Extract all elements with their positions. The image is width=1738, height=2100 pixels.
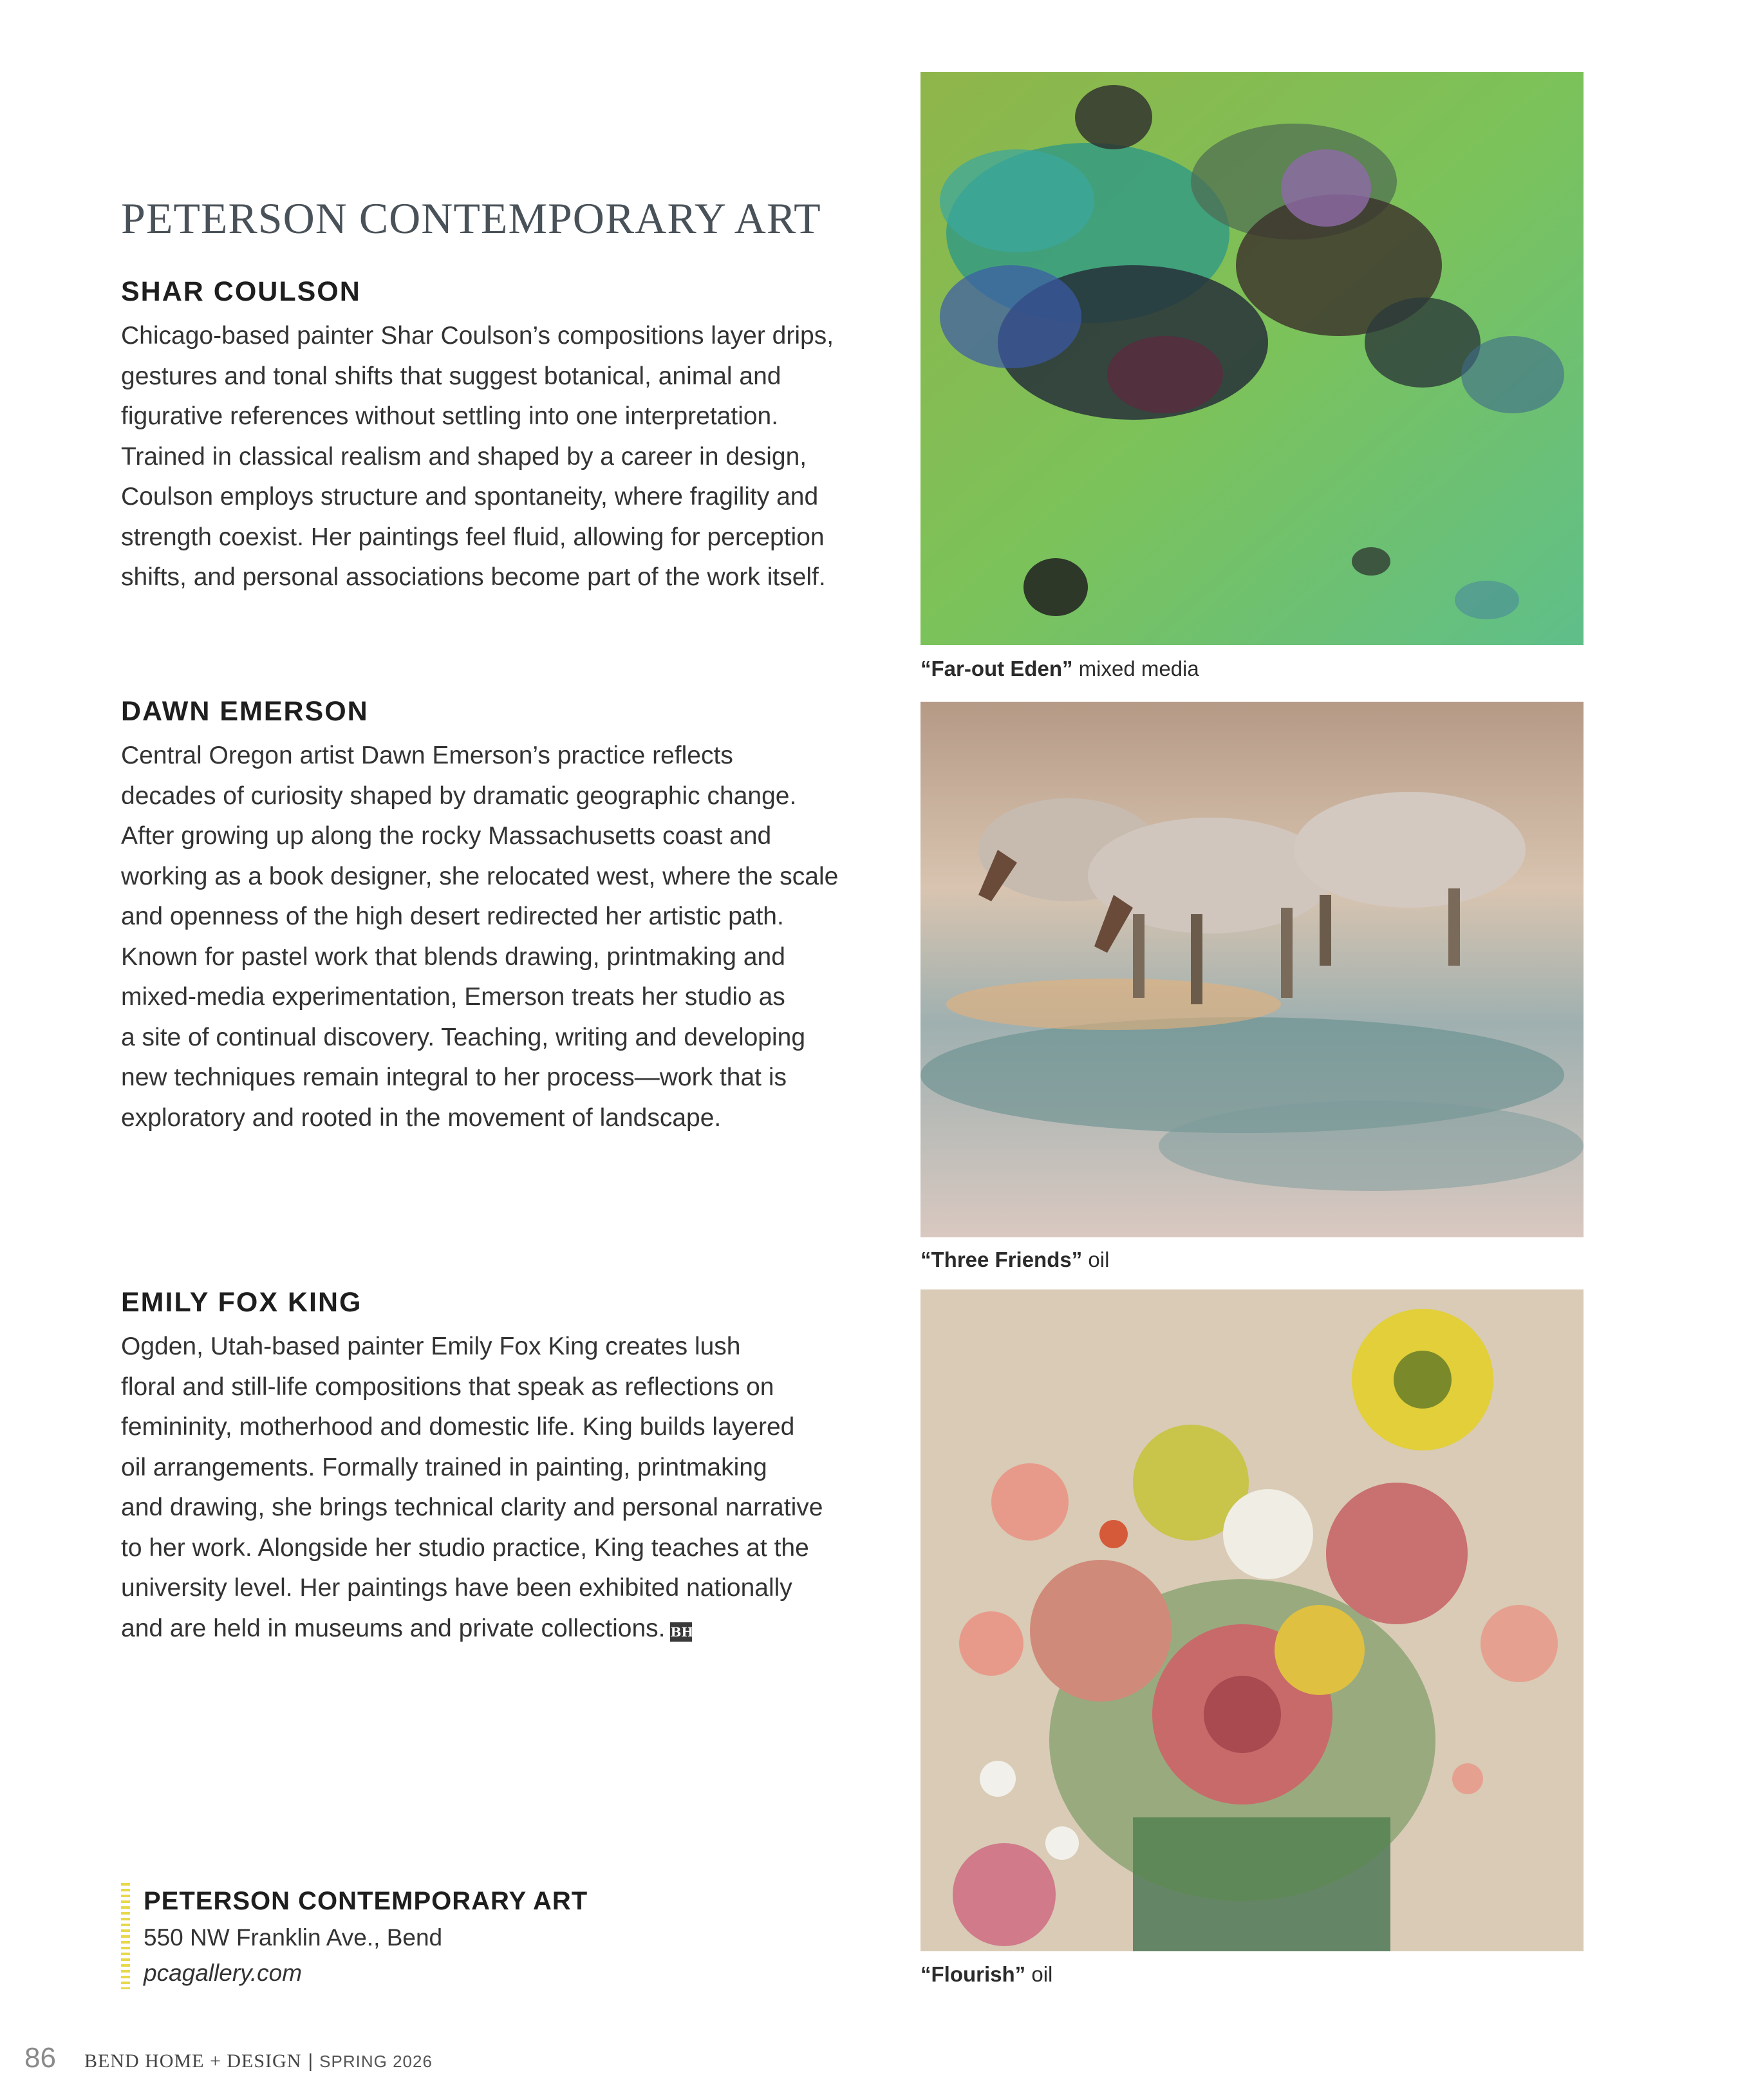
artist-name: EMILY FOX KING	[121, 1287, 362, 1318]
gallery-website-link[interactable]: pcagallery.com	[144, 1960, 303, 1986]
bio-line: After growing up along the rocky Massachusetts coast and	[121, 822, 772, 850]
footer-separator: |	[308, 2050, 313, 2072]
artwork-medium: oil	[1082, 1248, 1110, 1271]
bio-line: figurative references without settling into one interpretation.	[121, 402, 779, 430]
artwork-caption	[920, 1248, 1109, 1272]
bio-line: and drawing, she brings technical clarity and personal narrative	[121, 1494, 823, 1521]
artwork-title: “Three Friends”	[920, 1248, 1083, 1271]
artist-bio	[121, 316, 861, 598]
bio-line-text: and are held in museums and private collections.	[121, 1614, 666, 1642]
bio-line: gestures and tonal shifts that suggest botanical, animal and	[121, 362, 781, 390]
bio-line: working as a book designer, she relocated west, where the scale	[121, 862, 839, 890]
bio-line: femininity, motherhood and domestic life. King builds layered	[121, 1413, 795, 1441]
artwork-caption	[920, 657, 1199, 681]
artwork-title: “Flourish”	[920, 1962, 1026, 1986]
bio-line: to her work. Alongside her studio practice, King teaches at the	[121, 1533, 809, 1562]
floral-painting-icon	[920, 1289, 1584, 1951]
bio-line: Chicago-based painter Shar Coulson’s compositions layer drips,	[121, 322, 834, 350]
gallery-name: PETERSON CONTEMPORARY ART	[144, 1887, 588, 1915]
page-footer	[24, 2042, 433, 2074]
artwork-far-out-eden-image	[920, 72, 1584, 645]
bio-line: Trained in classical realism and shaped by a career in design,	[121, 442, 807, 471]
bio-line: new techniques remain integral to her process—work that is	[121, 1064, 787, 1091]
artist-section-dawn-emerson	[121, 693, 861, 1138]
artwork-three-friends-image	[920, 702, 1584, 1237]
bio-line: strength coexist. Her paintings feel fluid, allowing for perception	[121, 523, 825, 551]
artist-name: SHAR COULSON	[121, 276, 361, 307]
bio-line	[121, 1609, 861, 1649]
artist-section-emily-fox-king	[121, 1284, 861, 1649]
accent-bar	[121, 1883, 130, 1989]
bio-line: and openness of the high desert redirected her artistic path.	[121, 903, 784, 930]
artist-bio	[121, 1327, 861, 1649]
gallery-address: 550 NW Franklin Ave., Bend	[144, 1924, 443, 1951]
artist-name: DAWN EMERSON	[121, 696, 369, 727]
bio-line: shifts, and personal associations become part of the work itself.	[121, 563, 826, 591]
bio-line: floral and still-life compositions that speak as reflections on	[121, 1373, 774, 1401]
bio-line: university level. Her paintings have been exhibited nationally	[121, 1574, 792, 1602]
artwork-caption	[920, 1962, 1052, 1987]
artist-bio	[121, 736, 861, 1138]
bio-line: Known for pastel work that blends drawing, printmaking and	[121, 942, 785, 971]
horses-painting-icon	[920, 702, 1584, 1237]
bio-line: exploratory and rooted in the movement of landscape.	[121, 1103, 722, 1132]
gallery-info	[121, 1883, 588, 1989]
publication-name: BEND HOME + DESIGN	[84, 2050, 302, 2072]
bio-line: oil arrangements. Formally trained in painting, printmaking	[121, 1453, 767, 1481]
end-mark-icon: BH	[670, 1622, 692, 1642]
bio-line: mixed-media experimentation, Emerson treats her studio as	[121, 983, 785, 1011]
page-number: 86	[24, 2042, 56, 2074]
bio-line: a site of continual discovery. Teaching, writing and developing	[121, 1023, 806, 1051]
page-title: PETERSON CONTEMPORARY ART	[121, 194, 821, 243]
bio-line: Central Oregon artist Dawn Emerson’s practice reflects	[121, 742, 733, 769]
issue-label: SPRING 2026	[319, 2052, 433, 2071]
bio-line: Coulson employs structure and spontaneity, where fragility and	[121, 483, 819, 511]
bio-line: Ogden, Utah-based painter Emily Fox King creates lush	[121, 1333, 741, 1360]
artwork-flourish-image	[920, 1289, 1584, 1951]
abstract-painting-icon	[920, 72, 1584, 645]
bio-line: decades of curiosity shaped by dramatic geographic change.	[121, 782, 797, 810]
artwork-medium: mixed media	[1072, 657, 1199, 680]
artwork-title: “Far-out Eden”	[920, 657, 1073, 680]
artist-section-shar-coulson	[121, 274, 861, 598]
artwork-medium: oil	[1025, 1962, 1053, 1986]
